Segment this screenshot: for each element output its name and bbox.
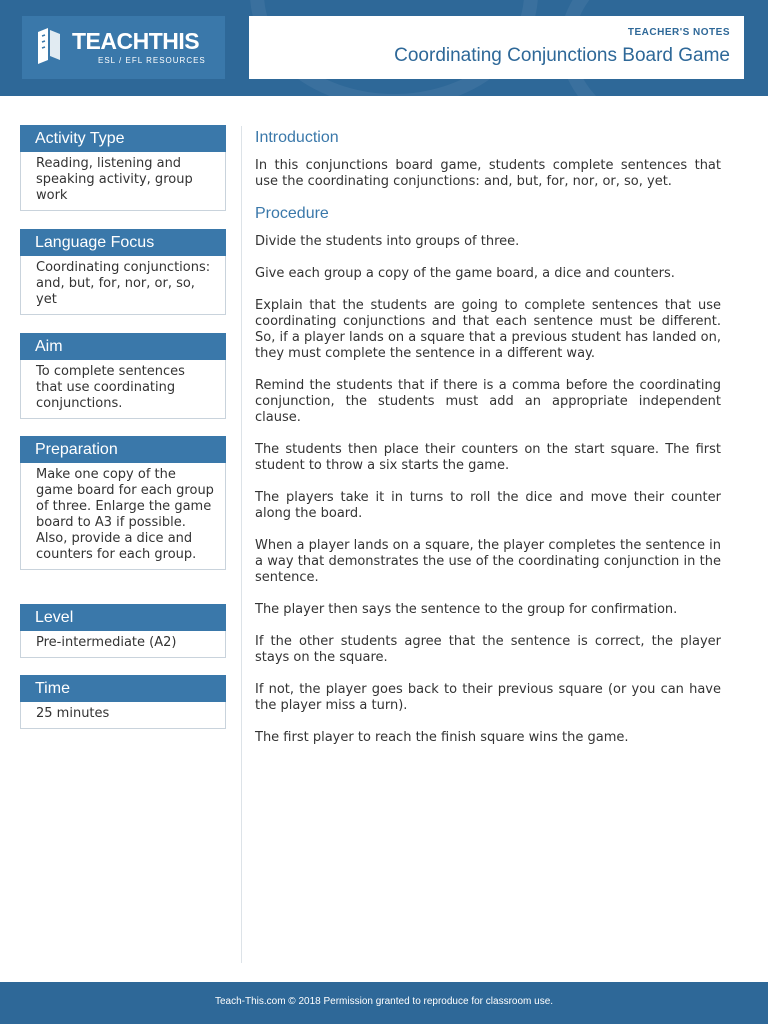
activity-type-section [20, 125, 226, 211]
activity-type-heading: Activity Type [20, 125, 226, 152]
copyright-notice: Teach-This.com © 2018 Permission granted to reproduce for classroom use. [214, 996, 554, 1007]
procedure-step: The students then place their counters on the start square. The first student to throw a six starts the game. [255, 442, 721, 473]
procedure-step: The player then says the sentence to the group for confirmation. [255, 602, 678, 617]
teachthis-logo [22, 16, 225, 79]
procedure-step: The players take it in turns to roll the dice and move their counter along the board. [255, 490, 721, 521]
language-focus-body: Coordinating conjunctions: and, but, for, nor, or, so, yet [20, 256, 226, 315]
time-section [20, 675, 226, 729]
procedure-step: When a player lands on a square, the player completes the sentence in a way that demonstrates the use of the coordinating conjunction in the sentence. [255, 538, 721, 585]
introduction-text: In this conjunctions board game, students complete sentences that use the coordinating conjunctions: and, but, for, nor, or, so, yet. [255, 158, 721, 189]
main-content [255, 128, 721, 762]
column-divider [241, 126, 242, 963]
procedure-step: Explain that the students are going to complete sentences that use coordinating conjunctions and that each sentence must be different. So, if a player lands on a square that a previous student has landed on, they must complete the sentence in a different way. [255, 298, 721, 361]
logo-tagline: ESL / EFL RESOURCES [98, 56, 206, 65]
procedure-heading: Procedure [255, 205, 329, 222]
aim-heading: Aim [20, 333, 226, 360]
time-heading: Time [20, 675, 226, 702]
activity-type-body: Reading, listening and speaking activity, group work [20, 152, 226, 211]
page-header [0, 0, 768, 96]
preparation-section [20, 436, 226, 570]
book-icon [34, 26, 66, 66]
procedure-step: If not, the player goes back to their previous square (or you can have the player miss a turn). [255, 682, 721, 713]
language-focus-heading: Language Focus [20, 229, 226, 256]
preparation-body: Make one copy of the game board for each group of three. Enlarge the game board to A3 if possible. Also, provide a dice and counters for each group. [20, 463, 226, 570]
title-box [249, 16, 744, 79]
procedure-step: The first player to reach the finish square wins the game. [255, 730, 629, 745]
procedure-step: Give each group a copy of the game board, a dice and counters. [255, 266, 675, 281]
procedure-step: Remind the students that if there is a comma before the coordinating conjunction, the students must add an appropriate independent clause. [255, 378, 721, 425]
logo-name: TEACHTHIS [72, 28, 200, 54]
level-section [20, 604, 226, 658]
page-footer [0, 982, 768, 1024]
preparation-heading: Preparation [20, 436, 226, 463]
level-heading: Level [20, 604, 226, 631]
aim-body: To complete sentences that use coordinating conjunctions. [20, 360, 226, 419]
teachers-notes-label: TEACHER'S NOTES [627, 27, 730, 38]
procedure-step: If the other students agree that the sentence is correct, the player stays on the square. [255, 634, 721, 665]
procedure-step: Divide the students into groups of three. [255, 234, 520, 249]
introduction-heading: Introduction [255, 129, 339, 146]
level-body: Pre-intermediate (A2) [20, 631, 226, 658]
aim-section [20, 333, 226, 419]
language-focus-section [20, 229, 226, 315]
time-body: 25 minutes [20, 702, 226, 729]
page-title: Coordinating Conjunctions Board Game [394, 45, 730, 66]
